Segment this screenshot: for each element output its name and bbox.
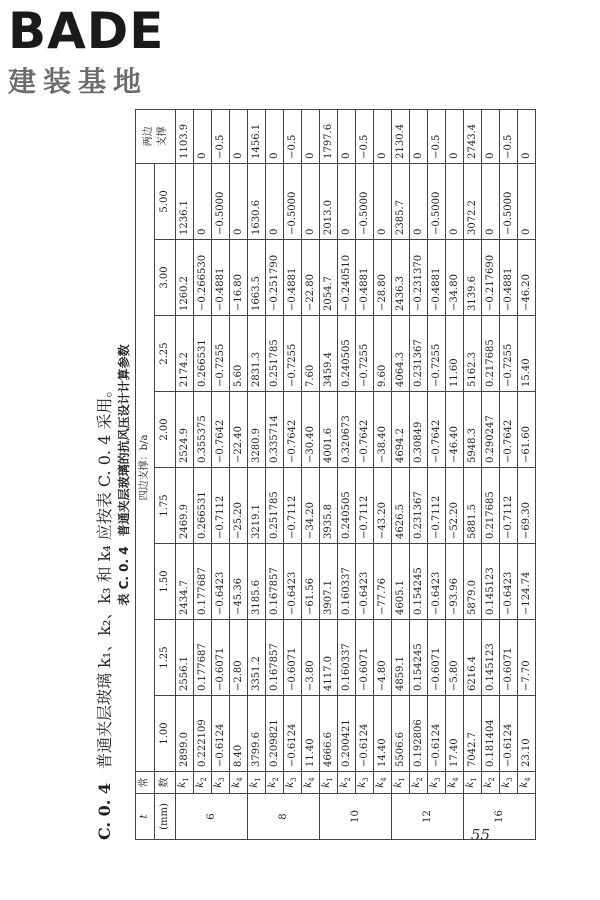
value-cell: −0.7642 (212, 392, 230, 468)
value-cell: −0.7112 (212, 468, 230, 544)
value-cell: 5948.3 (464, 392, 482, 468)
coefficient-index: 1 (326, 777, 334, 782)
value-cell: 0.217685 (482, 316, 500, 392)
value-cell: −0.251790 (266, 240, 284, 316)
value-cell: 0 (230, 163, 248, 239)
section-heading (92, 382, 115, 840)
value-cell: 0 (446, 163, 464, 239)
value-cell: 23.10 (518, 696, 536, 772)
value-cell: −2.80 (230, 620, 248, 696)
value-cell: 2130.4 (392, 109, 410, 163)
value-cell: −0.6423 (356, 544, 374, 620)
table-row (302, 109, 320, 839)
value-cell: −77.76 (374, 544, 392, 620)
table-row (410, 109, 428, 839)
value-cell: 0.192806 (410, 696, 428, 772)
value-cell: 0 (194, 109, 212, 163)
logo-subtitle: 建装基地 (8, 65, 149, 98)
value-cell: −0.6124 (284, 696, 302, 772)
four-side-header: 四边支撑：b/a (136, 163, 155, 771)
coefficient-cell: $k_2$ (410, 772, 428, 794)
value-cell: 7042.7 (464, 696, 482, 772)
coefficient-index: 4 (236, 777, 244, 782)
value-cell: −0.6071 (500, 620, 518, 696)
value-cell: −38.40 (374, 392, 392, 468)
value-cell: −0.5 (356, 109, 374, 163)
value-cell: −22.40 (230, 392, 248, 468)
table-row (500, 109, 518, 839)
value-cell: 0.240505 (338, 468, 356, 544)
table-row (194, 109, 212, 839)
value-cell: −0.7642 (500, 392, 518, 468)
value-cell: 0.30849 (410, 392, 428, 468)
value-cell: 0.177687 (194, 544, 212, 620)
coefficient-cell: $k_1$ (248, 772, 266, 794)
value-cell: −0.6071 (284, 620, 302, 696)
value-cell: 5162.3 (464, 316, 482, 392)
value-cell: 0.320673 (338, 392, 356, 468)
value-cell: 3351.2 (248, 620, 266, 696)
value-cell: 0 (194, 163, 212, 239)
value-cell: −0.6124 (356, 696, 374, 772)
table-row (356, 109, 374, 839)
coefficient-index: 4 (452, 777, 460, 782)
value-cell: 3139.6 (464, 240, 482, 316)
value-cell: −0.4881 (428, 240, 446, 316)
coefficient-cell: $k_3$ (356, 772, 374, 794)
value-cell: −0.5 (428, 109, 446, 163)
table-row (338, 109, 356, 839)
value-cell: 7.60 (302, 316, 320, 392)
value-cell: −93.96 (446, 544, 464, 620)
coefficient-cell: $k_2$ (338, 772, 356, 794)
coefficient-cell: $k_3$ (500, 772, 518, 794)
value-cell: 17.40 (446, 696, 464, 772)
value-cell: 0.160337 (338, 544, 356, 620)
value-cell: 2174.2 (176, 316, 194, 392)
coefficient-cell: $k_2$ (266, 772, 284, 794)
value-cell: 1456.1 (248, 109, 266, 163)
value-cell: 0.160337 (338, 620, 356, 696)
coefficient-cell: $k_2$ (482, 772, 500, 794)
value-cell: 4605.1 (392, 544, 410, 620)
value-cell: 2743.4 (464, 109, 482, 163)
value-cell: −0.7255 (212, 316, 230, 392)
value-cell: −46.40 (446, 392, 464, 468)
table-row (464, 109, 482, 839)
coefficient-index: 1 (254, 777, 262, 782)
value-cell: −69.30 (518, 468, 536, 544)
value-cell: 0.145123 (482, 620, 500, 696)
value-cell: −0.5 (284, 109, 302, 163)
coefficient-index: 3 (362, 777, 370, 782)
table-caption (115, 110, 132, 840)
coefficient-cell: $k_1$ (176, 772, 194, 794)
value-cell: 5881.5 (464, 468, 482, 544)
coefficient-index: 3 (506, 777, 514, 782)
value-cell: 1630.6 (248, 163, 266, 239)
value-cell: 0.154245 (410, 620, 428, 696)
table-row (374, 109, 392, 839)
two-side-label-2: 支撑 (156, 126, 168, 147)
logo-text: BADE (8, 2, 165, 60)
value-cell: −0.7112 (500, 468, 518, 544)
value-cell: 3799.6 (248, 696, 266, 772)
value-cell: −0.6071 (212, 620, 230, 696)
coefficient-cell: $k_1$ (392, 772, 410, 794)
value-cell: −34.80 (446, 240, 464, 316)
value-cell: −46.20 (518, 240, 536, 316)
value-cell: −0.5000 (428, 163, 446, 239)
value-cell: 2385.7 (392, 163, 410, 239)
value-cell: −0.231370 (410, 240, 428, 316)
coef-header-top: 常 (136, 772, 155, 794)
value-cell: −0.6071 (356, 620, 374, 696)
value-cell: 3219.1 (248, 468, 266, 544)
value-cell: 4117.0 (320, 620, 338, 696)
table-row (176, 109, 194, 839)
value-cell: −0.7642 (428, 392, 446, 468)
table-number: 表 C. 0. 4 (117, 546, 131, 606)
value-cell: −0.6124 (212, 696, 230, 772)
value-cell: 3072.2 (464, 163, 482, 239)
coef-header-bottom: 数 (155, 772, 176, 794)
value-cell: 0 (230, 109, 248, 163)
value-cell: 0 (266, 163, 284, 239)
value-cell: 0 (518, 109, 536, 163)
value-cell: 14.40 (374, 696, 392, 772)
value-cell: −7.70 (518, 620, 536, 696)
value-cell: 2469.9 (176, 468, 194, 544)
value-cell: 0 (482, 109, 500, 163)
coefficient-cell: $k_4$ (518, 772, 536, 794)
value-cell: 0 (518, 163, 536, 239)
value-cell: −0.4881 (284, 240, 302, 316)
value-cell: −0.6124 (428, 696, 446, 772)
value-cell: −0.5000 (212, 163, 230, 239)
coefficient-cell: $k_4$ (374, 772, 392, 794)
rotated-page-content (95, 110, 545, 840)
ratio-header: 2.00 (155, 392, 176, 468)
ratio-header: 1.75 (155, 468, 176, 544)
section-number: C. 0. 4 (95, 783, 114, 840)
coefficient-index: 2 (488, 777, 496, 782)
value-cell: −0.7112 (284, 468, 302, 544)
coefficient-cell: $k_4$ (230, 772, 248, 794)
coefficient-index: 2 (200, 777, 208, 782)
value-cell: −0.5000 (500, 163, 518, 239)
value-cell: 0.231367 (410, 316, 428, 392)
table-row (392, 109, 410, 839)
value-cell: −0.7642 (356, 392, 374, 468)
value-cell: 8.40 (230, 696, 248, 772)
value-cell: 1663.5 (248, 240, 266, 316)
value-cell: −22.80 (302, 240, 320, 316)
value-cell: 0.266531 (194, 316, 212, 392)
value-cell: 0 (302, 163, 320, 239)
ratio-header: 1.00 (155, 696, 176, 772)
value-cell: 15.40 (518, 316, 536, 392)
value-cell: −25.20 (230, 468, 248, 544)
value-cell: −0.5000 (356, 163, 374, 239)
value-cell: −0.7642 (284, 392, 302, 468)
value-cell: 1103.9 (176, 109, 194, 163)
table-row (284, 109, 302, 839)
value-cell: 0.145123 (482, 544, 500, 620)
page-number: 55 (470, 826, 490, 844)
coefficient-index: 2 (344, 777, 352, 782)
value-cell: −0.6423 (500, 544, 518, 620)
coefficient-cell: $k_1$ (320, 772, 338, 794)
value-cell: 0.154245 (410, 544, 428, 620)
value-cell: 2524.9 (176, 392, 194, 468)
value-cell: −0.7255 (428, 316, 446, 392)
value-cell: 3459.4 (320, 316, 338, 392)
table-row (266, 109, 284, 839)
value-cell: −0.7255 (356, 316, 374, 392)
table-row (320, 109, 338, 839)
coefficient-index: 2 (416, 777, 424, 782)
value-cell: −0.5 (500, 109, 518, 163)
value-cell: 0.290247 (482, 392, 500, 468)
value-cell: 0 (374, 163, 392, 239)
value-cell: 2899.0 (176, 696, 194, 772)
value-cell: 4666.6 (320, 696, 338, 772)
section-text: 普通夹层玻璃 k₁、k₂、k₃ 和 k₄ 应按表 C. 0. 4 采用。 (95, 381, 114, 769)
coefficient-cell: $k_4$ (446, 772, 464, 794)
value-cell: 0.231367 (410, 468, 428, 544)
value-cell: −0.266530 (194, 240, 212, 316)
coefficient-cell: $k_3$ (212, 772, 230, 794)
value-cell: 2556.1 (176, 620, 194, 696)
value-cell: 0 (410, 109, 428, 163)
t-header: t (136, 794, 155, 840)
value-cell: 3185.6 (248, 544, 266, 620)
coefficient-cell: $k_2$ (194, 772, 212, 794)
value-cell: −0.6423 (284, 544, 302, 620)
value-cell: −0.6071 (428, 620, 446, 696)
value-cell: 0.266531 (194, 468, 212, 544)
value-cell: −0.4881 (500, 240, 518, 316)
value-cell: 0.222109 (194, 696, 212, 772)
coefficient-index: 4 (524, 777, 532, 782)
ratio-header: 2.25 (155, 316, 176, 392)
table-row (248, 109, 266, 839)
value-cell: −0.5 (212, 109, 230, 163)
value-cell: 4859.1 (392, 620, 410, 696)
value-cell: −0.217690 (482, 240, 500, 316)
table-row (230, 109, 248, 839)
value-cell: −28.80 (374, 240, 392, 316)
value-cell: 0.240505 (338, 316, 356, 392)
value-cell: 5.60 (230, 316, 248, 392)
value-cell: 0 (482, 163, 500, 239)
value-cell: 0 (410, 163, 428, 239)
value-cell: 5506.6 (392, 696, 410, 772)
thickness-cell: 12 (392, 794, 464, 840)
value-cell: 0 (338, 163, 356, 239)
value-cell: −0.6124 (500, 696, 518, 772)
two-side-header (136, 109, 176, 163)
value-cell: −5.80 (446, 620, 464, 696)
ratio-header: 1.25 (155, 620, 176, 696)
coefficient-index: 1 (470, 777, 478, 782)
value-cell: −30.40 (302, 392, 320, 468)
value-cell: −0.4881 (356, 240, 374, 316)
value-cell: −0.6423 (428, 544, 446, 620)
value-cell: 3935.8 (320, 468, 338, 544)
value-cell: −45.36 (230, 544, 248, 620)
coefficient-index: 3 (434, 777, 442, 782)
value-cell: 2054.7 (320, 240, 338, 316)
value-cell: 0 (302, 109, 320, 163)
value-cell: −61.60 (518, 392, 536, 468)
value-cell: −0.4881 (212, 240, 230, 316)
ratio-header: 1.50 (155, 544, 176, 620)
two-side-label-1: 两边 (142, 126, 154, 147)
value-cell: 0.251785 (266, 316, 284, 392)
table-row (446, 109, 464, 839)
table-title: 普通夹层玻璃的抗风压设计计算参数 (117, 344, 131, 537)
value-cell: 0.200421 (338, 696, 356, 772)
value-cell: 0.167857 (266, 544, 284, 620)
ratio-header: 5.00 (155, 163, 176, 239)
value-cell: 4001.6 (320, 392, 338, 468)
value-cell: 4626.5 (392, 468, 410, 544)
coefficient-cell: $k_1$ (464, 772, 482, 794)
coefficient-index: 4 (380, 777, 388, 782)
value-cell: −34.20 (302, 468, 320, 544)
table-row (482, 109, 500, 839)
value-cell: −0.7112 (428, 468, 446, 544)
value-cell: −4.80 (374, 620, 392, 696)
value-cell: 0.177687 (194, 620, 212, 696)
thickness-cell: 16 (464, 794, 536, 840)
value-cell: 0.209821 (266, 696, 284, 772)
value-cell: −0.7255 (500, 316, 518, 392)
value-cell: 0.335714 (266, 392, 284, 468)
value-cell: 0 (446, 109, 464, 163)
thickness-cell: 10 (320, 794, 392, 840)
value-cell: −3.80 (302, 620, 320, 696)
value-cell: 4064.3 (392, 316, 410, 392)
coefficient-index: 1 (398, 777, 406, 782)
coefficient-index: 4 (308, 777, 316, 782)
table-row (428, 109, 446, 839)
value-cell: 2013.0 (320, 163, 338, 239)
coefficient-index: 3 (290, 777, 298, 782)
value-cell: 6216.4 (464, 620, 482, 696)
value-cell: 0.355375 (194, 392, 212, 468)
value-cell: 0 (374, 109, 392, 163)
coefficient-index: 1 (182, 777, 190, 782)
table-row (518, 109, 536, 839)
parameter-table (135, 109, 536, 840)
value-cell: 0.181404 (482, 696, 500, 772)
value-cell: 5879.0 (464, 544, 482, 620)
value-cell: −0.7255 (284, 316, 302, 392)
value-cell: 2436.3 (392, 240, 410, 316)
value-cell: 0.217685 (482, 468, 500, 544)
unit-header: (mm) (155, 794, 176, 840)
value-cell: −52.20 (446, 468, 464, 544)
value-cell: 0 (266, 109, 284, 163)
publisher-logo (8, 2, 165, 100)
value-cell: 0.167857 (266, 620, 284, 696)
coefficient-cell: $k_3$ (284, 772, 302, 794)
coefficient-cell: $k_4$ (302, 772, 320, 794)
value-cell: 3907.1 (320, 544, 338, 620)
value-cell: 0 (338, 109, 356, 163)
coefficient-index: 3 (218, 777, 226, 782)
value-cell: 4694.2 (392, 392, 410, 468)
value-cell: 1236.1 (176, 163, 194, 239)
value-cell: 9.60 (374, 316, 392, 392)
value-cell: 3280.9 (248, 392, 266, 468)
value-cell: −61.56 (302, 544, 320, 620)
coefficient-cell: $k_3$ (428, 772, 446, 794)
ratio-header: 3.00 (155, 240, 176, 316)
value-cell: 2434.7 (176, 544, 194, 620)
thickness-cell: 6 (176, 794, 248, 840)
value-cell: −124.74 (518, 544, 536, 620)
table-row (212, 109, 230, 839)
value-cell: −43.20 (374, 468, 392, 544)
value-cell: 1797.6 (320, 109, 338, 163)
coefficient-index: 2 (272, 777, 280, 782)
value-cell: 11.40 (302, 696, 320, 772)
value-cell: −0.6423 (212, 544, 230, 620)
value-cell: −16.80 (230, 240, 248, 316)
value-cell: 2831.3 (248, 316, 266, 392)
value-cell: −0.5000 (284, 163, 302, 239)
value-cell: −0.7112 (356, 468, 374, 544)
value-cell: −0.240510 (338, 240, 356, 316)
thickness-cell: 8 (248, 794, 320, 840)
value-cell: 11.60 (446, 316, 464, 392)
value-cell: 0.251785 (266, 468, 284, 544)
value-cell: 1260.2 (176, 240, 194, 316)
